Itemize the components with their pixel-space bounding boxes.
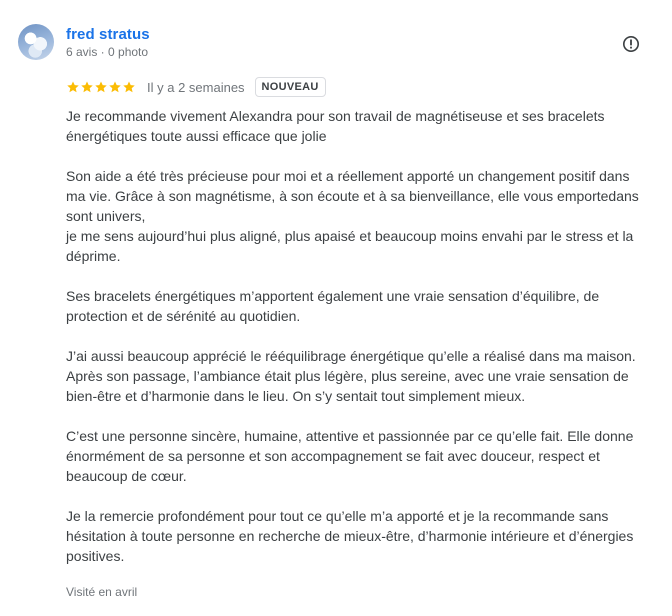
star-icon — [94, 80, 108, 94]
star-rating — [66, 80, 136, 94]
review-line: positives. — [66, 548, 125, 564]
star-icon — [108, 80, 122, 94]
review-line: J’ai aussi beaucoup apprécié le rééquilibrage énergétique qu’elle a réalisé dans ma maison. — [66, 348, 636, 364]
review-line: énergétiques toute aussi efficace que jolie — [66, 128, 327, 144]
review-line: beaucoup de cœur. — [66, 468, 187, 484]
review-line: Ses bracelets énergétiques m’apportent également une vraie sensation d’équilibre, de — [66, 288, 600, 304]
review-line: bien-être et d’harmonie dans le lieu. On s’y sentait tout simplement mieux. — [66, 388, 526, 404]
report-flag-icon[interactable] — [622, 35, 640, 53]
review-line: protection et de sérénité au quotidien. — [66, 308, 301, 324]
review-line: Son aide a été très précieuse pour moi et a réellement apporté un changement positif dans — [66, 168, 630, 184]
reviewer-avatar[interactable] — [18, 24, 54, 60]
review-line: Je recommande vivement Alexandra pour son travail de magnétiseuse et ses bracelets — [66, 108, 605, 124]
star-icon — [122, 80, 136, 94]
new-badge: NOUVEAU — [255, 77, 326, 97]
reviewer-name[interactable]: fred stratus — [66, 26, 150, 43]
review-line: sont univers, — [66, 208, 146, 224]
rating-row — [66, 76, 326, 98]
star-icon — [80, 80, 94, 94]
review-line: hésitation à toute personne en recherche de mieux-être, d’harmonie intérieure et d’énergies — [66, 528, 634, 544]
star-icon — [66, 80, 80, 94]
reviewer-meta: 6 avis · 0 photo — [66, 45, 149, 59]
visit-date: Visité en avril — [66, 585, 138, 599]
review-text — [66, 106, 658, 566]
review-line: déprime. — [66, 248, 121, 264]
review-line: énormément de sa personne et son accompagnement se fait avec douceur, respect et — [66, 448, 600, 464]
review-line: je me sens aujourd’hui plus aligné, plus apaisé et beaucoup moins envahi par le stress et la — [66, 228, 634, 244]
review-time: Il y a 2 semaines — [147, 79, 245, 95]
review-line: Je la remercie profondément pour tout ce qu’elle m’a apporté et je la recommande sans — [66, 508, 609, 524]
review-line: Après son passage, l’ambiance était plus légère, plus sereine, avec une vraie sensation de — [66, 368, 629, 384]
review-line: C’est une personne sincère, humaine, attentive et passionnée par ce qu’elle fait. Elle donne — [66, 428, 634, 444]
review-line: ma vie. Grâce à son magnétisme, à son écoute et à sa bienveillance, elle vous emportedans — [66, 188, 639, 204]
